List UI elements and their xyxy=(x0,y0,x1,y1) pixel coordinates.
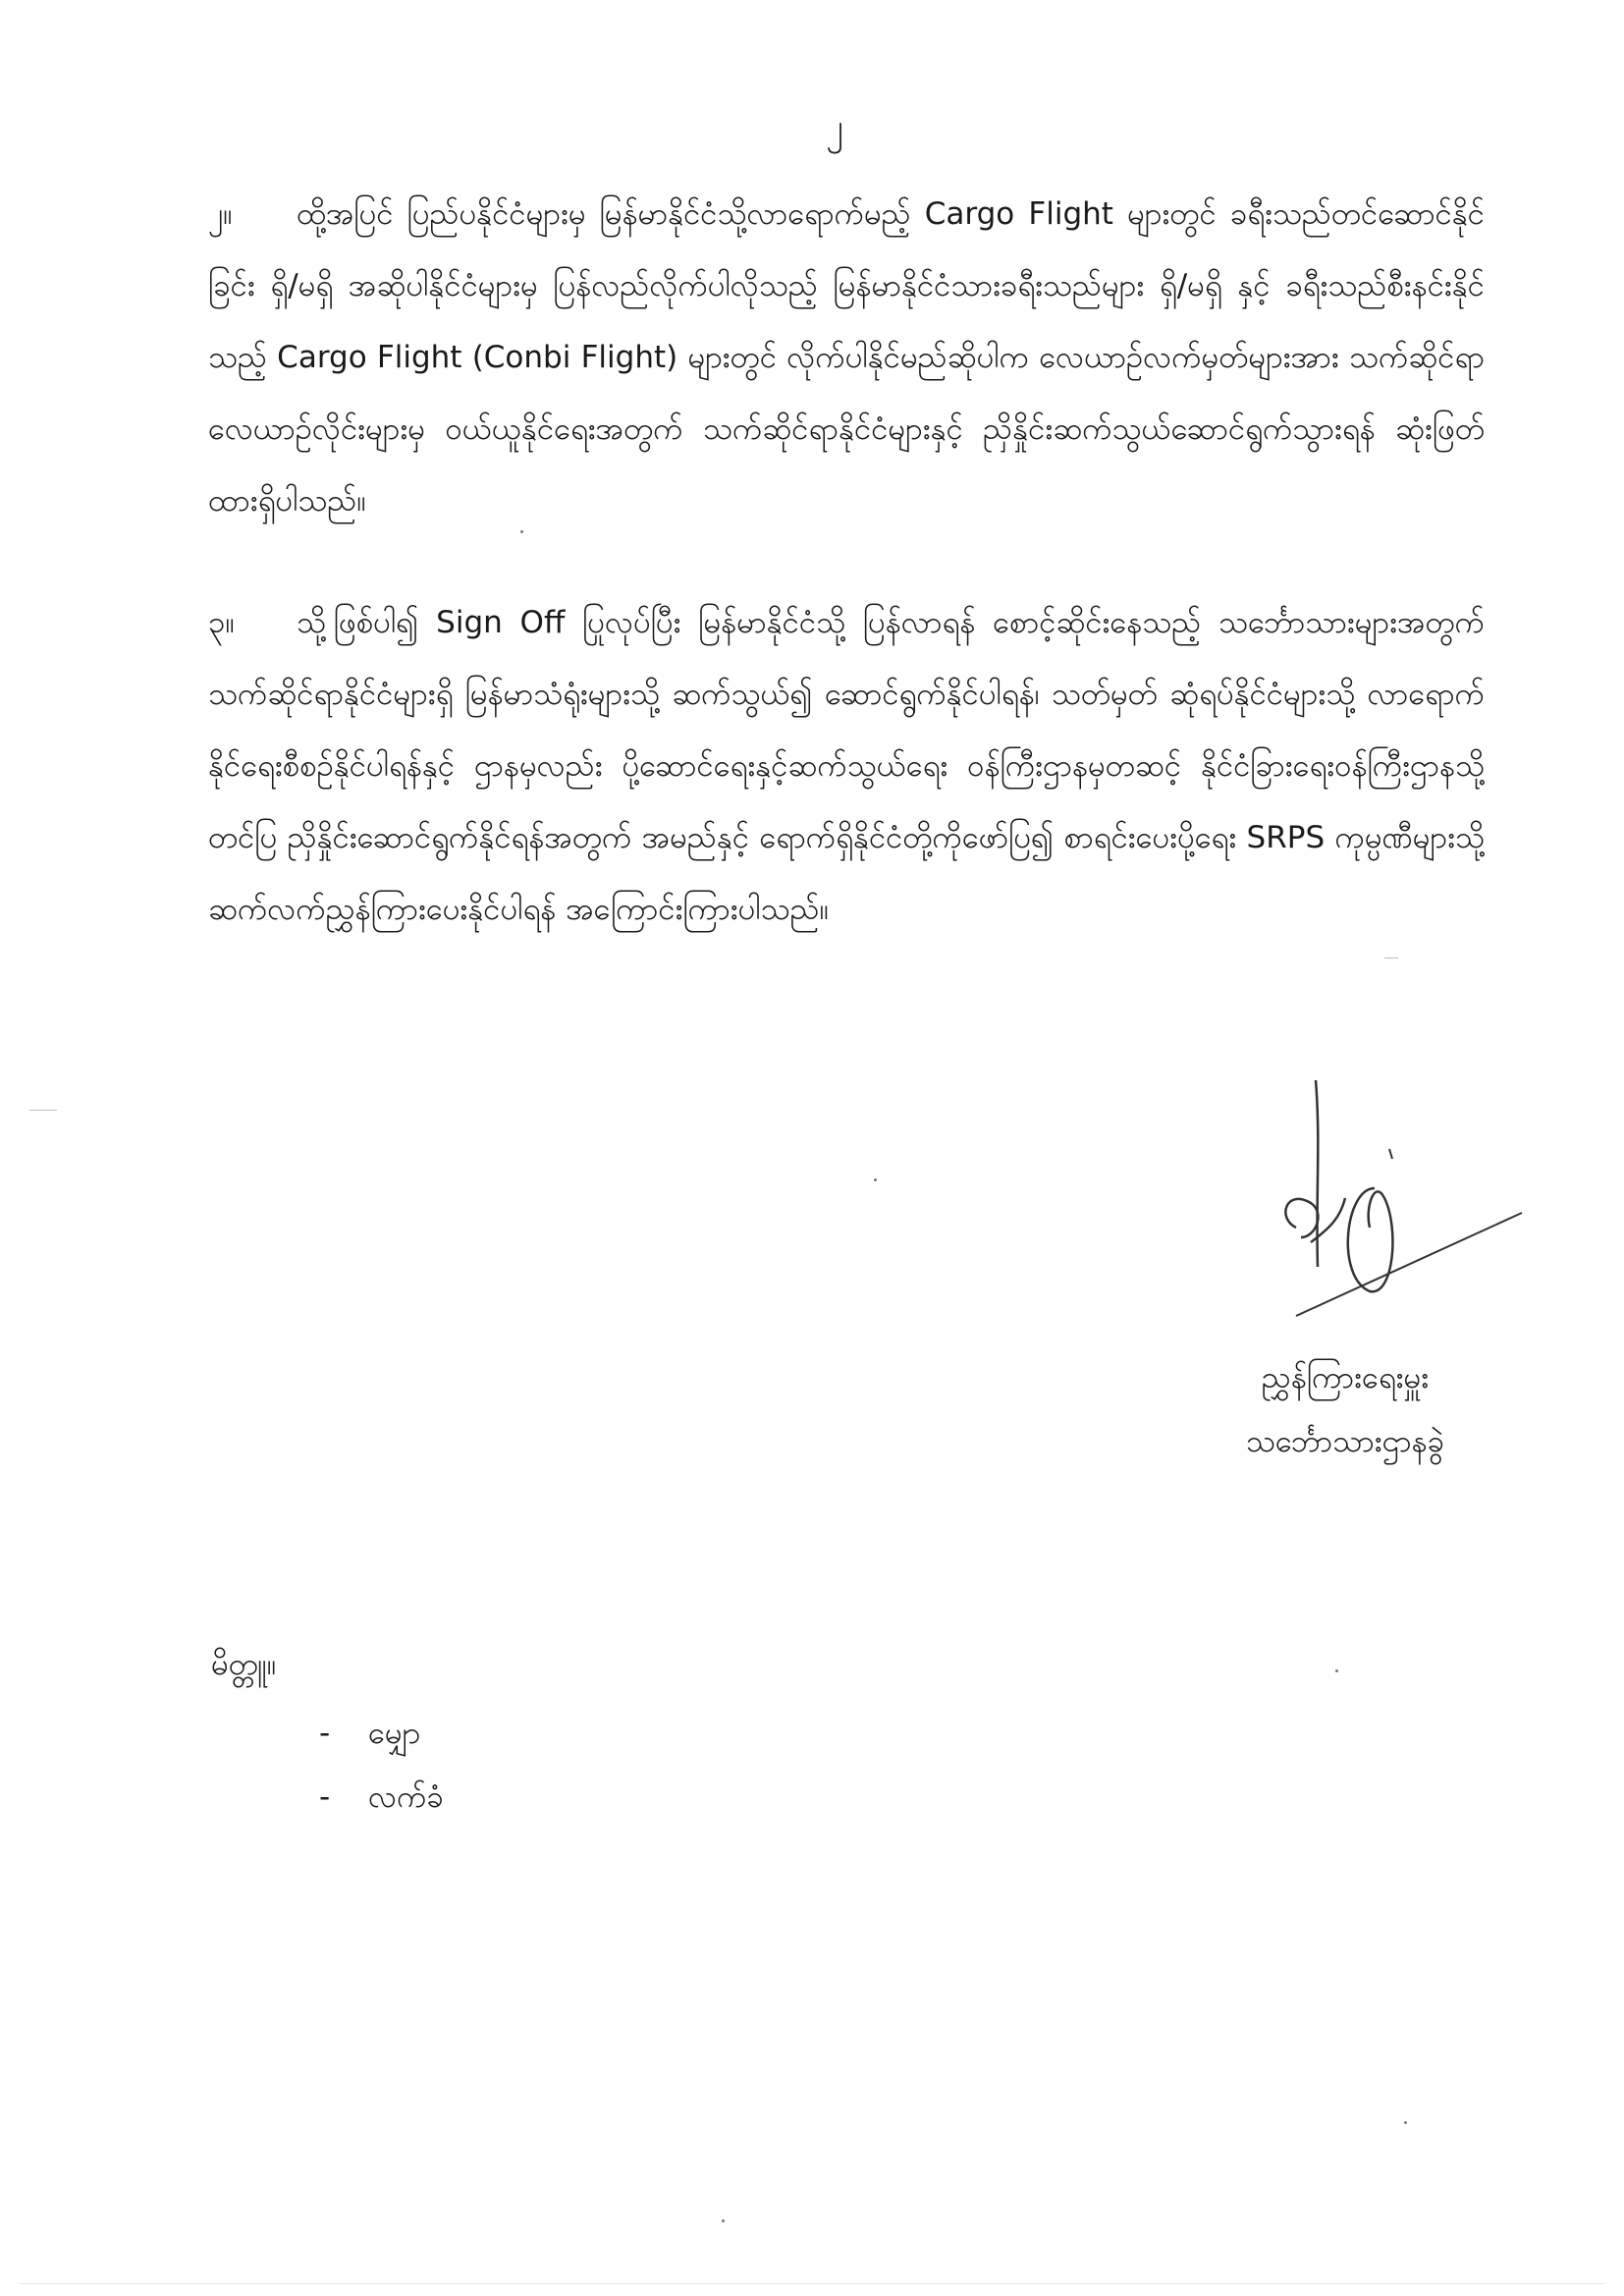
signatory-title: ညွှန်ကြားရေးမှူး xyxy=(1261,1360,1430,1395)
scan-mark xyxy=(29,1110,57,1111)
paragraph-text: သို့ဖြစ်ပါ၍ Sign Off ပြုလုပ်ပြီး မြန်မာနိုင်ငံသို့ ပြန်လာရန် စောင့်ဆိုင်းနေသည့် သင်္ဘောသားများအတွက် သက်ဆိုင်ရာနိုင်ငံများရှိ မြန်မာသံရုံးများသို့ ဆက်သွယ်၍ ဆောင်ရွက်နိုင်ပါရန်၊ သတ်မှတ် ဆုံရပ်နိုင်ငံများသို့ လာရောက်နိုင်ရေးစီစဉ်နိုင်ပါရန်နှင့် ဌာနမှလည်း ပို့ဆောင်ရေးနှင့်ဆက်သွယ်ရေး ဝန်ကြီးဌာနမှတဆင့် နိုင်ငံခြားရေးဝန်ကြီးဌာနသို့ တင်ပြ ညှိနှိုင်းဆောင်ရွက်နိုင်ရန်အတွက် အမည်နှင့် ရောက်ရှိနိုင်ငံတို့ကိုဖော်ပြ၍ စာရင်းပေးပို့ရေး SRPS ကုမ္ပဏီများသို့ ဆက်လက်ညွှန်ကြားပေးနိုင်ပါရန် အကြောင်းကြားပါသည်။ xyxy=(208,605,1485,927)
scan-mark xyxy=(1384,957,1398,958)
signatory-department: သင်္ဘောသားဌာနခွဲ xyxy=(1245,1424,1445,1459)
scan-speck xyxy=(1404,2121,1407,2124)
scan-speck xyxy=(520,530,523,533)
copy-item xyxy=(319,1777,444,1823)
paragraph-number: ၂။ xyxy=(208,196,233,232)
scan-mark xyxy=(20,2283,1604,2284)
scan-speck xyxy=(874,1178,877,1181)
paragraph-2 xyxy=(208,179,1485,537)
copy-item-text: မျှော xyxy=(368,1716,421,1751)
copy-to-label: မိတ္တူ။ xyxy=(211,1647,277,1682)
scan-speck xyxy=(722,2219,725,2222)
copy-bullet: - xyxy=(319,1779,331,1815)
handwritten-signature xyxy=(1276,1080,1532,1326)
page-number: ၂ xyxy=(826,107,843,147)
paragraph-text: ထို့အပြင် ပြည်ပနိုင်ငံများမှ မြန်မာနိုင်ငံသို့လာရောက်မည့် Cargo Flight များတွင် ခရီးသည်တင်ဆောင်နိုင်ခြင်း ရှိ/မရှိ အဆိုပါနိုင်ငံများမှ ပြန်လည်လိုက်ပါလိုသည့် မြန်မာနိုင်ငံသားခရီးသည်များ ရှိ/မရှိ နှင့် ခရီးသည်စီးနင်းနိုင်သည့် Cargo Flight (Conbi Flight) များတွင် လိုက်ပါနိုင်မည်ဆိုပါက လေယာဉ်လက်မှတ်များအား သက်ဆိုင်ရာလေယာဉ်လိုင်းများမှ ဝယ်ယူနိုင်ရေးအတွက် သက်ဆိုင်ရာနိုင်ငံများနှင့် ညှိနှိုင်းဆက်သွယ်ဆောင်ရွက်သွားရန် ဆုံးဖြတ်ထားရှိပါသည်။ xyxy=(208,196,1485,519)
copy-item xyxy=(319,1714,420,1759)
scan-speck xyxy=(1335,1669,1338,1672)
paragraph-number: ၃။ xyxy=(208,605,235,640)
paragraph-3 xyxy=(208,587,1485,946)
copy-bullet: - xyxy=(319,1716,331,1751)
copy-item-text: လက်ခံ xyxy=(368,1779,444,1815)
